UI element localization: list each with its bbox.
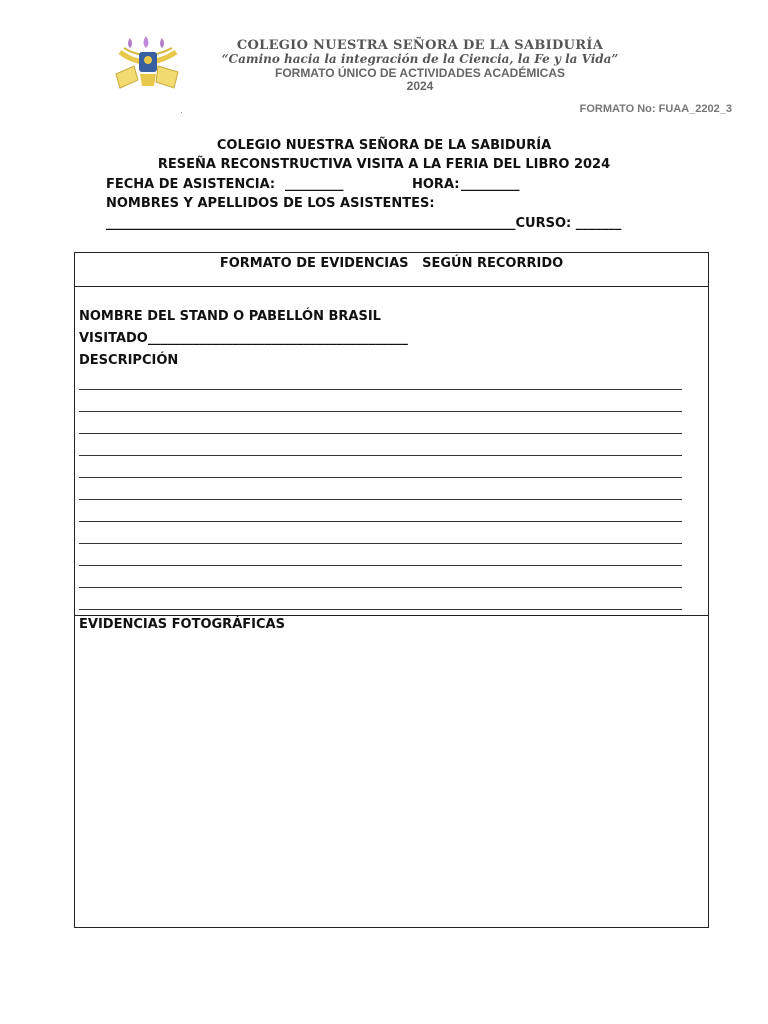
fecha-label: FECHA DE ASISTENCIA: xyxy=(106,177,276,192)
header-motto: “Camino hacia la integración de la Ciencia, la Fe y la Vida” xyxy=(221,52,619,66)
stand-label: NOMBRE DEL STAND O PABELLÓN BRASIL xyxy=(79,309,381,324)
school-crest-icon xyxy=(110,34,186,90)
description-line[interactable] xyxy=(79,499,682,500)
hora-label: HORA: xyxy=(412,177,460,192)
descripcion-label: DESCRIPCIÓN xyxy=(79,353,179,368)
fecha-field[interactable]: _________ xyxy=(285,177,344,192)
description-line[interactable] xyxy=(79,389,682,390)
title-school: COLEGIO NUESTRA SEÑORA DE LA SABIDURÍA xyxy=(216,138,552,153)
format-number: FORMATO No: FUAA_2202_3 xyxy=(579,103,732,115)
description-line[interactable] xyxy=(79,477,682,478)
header-year: 2024 xyxy=(406,79,434,93)
table-header: FORMATO DE EVIDENCIAS SEGÚN RECORRIDO xyxy=(75,253,708,287)
hora-field[interactable]: _________ xyxy=(461,177,520,192)
header-dot: . xyxy=(180,106,183,116)
header-school-name: COLEGIO NUESTRA SEÑORA DE LA SABIDURÍA xyxy=(236,38,604,53)
title-subtitle: RESEÑA RECONSTRUCTIVA VISITA A LA FERIA DEL LIBRO 2024 xyxy=(157,157,611,172)
visitado-field[interactable]: VISITADO________________________________________ xyxy=(79,331,408,346)
section-divider xyxy=(75,615,708,616)
description-line[interactable] xyxy=(79,411,682,412)
evidencias-label: EVIDENCIAS FOTOGRÁFICAS xyxy=(79,617,285,632)
header-format-title: FORMATO ÚNICO DE ACTIVIDADES ACADÉMICAS xyxy=(274,66,565,80)
nombres-label: NOMBRES Y APELLIDOS DE LOS ASISTENTES: xyxy=(106,196,435,211)
evidence-table xyxy=(74,252,709,928)
description-line[interactable] xyxy=(79,433,682,434)
nombres-curso-field[interactable]: _______________________________________________________________CURSO: _______ xyxy=(106,216,622,231)
description-line[interactable] xyxy=(79,587,682,588)
description-line[interactable] xyxy=(79,521,682,522)
description-line[interactable] xyxy=(79,609,682,610)
description-line[interactable] xyxy=(79,455,682,456)
description-line[interactable] xyxy=(79,565,682,566)
description-line[interactable] xyxy=(79,543,682,544)
